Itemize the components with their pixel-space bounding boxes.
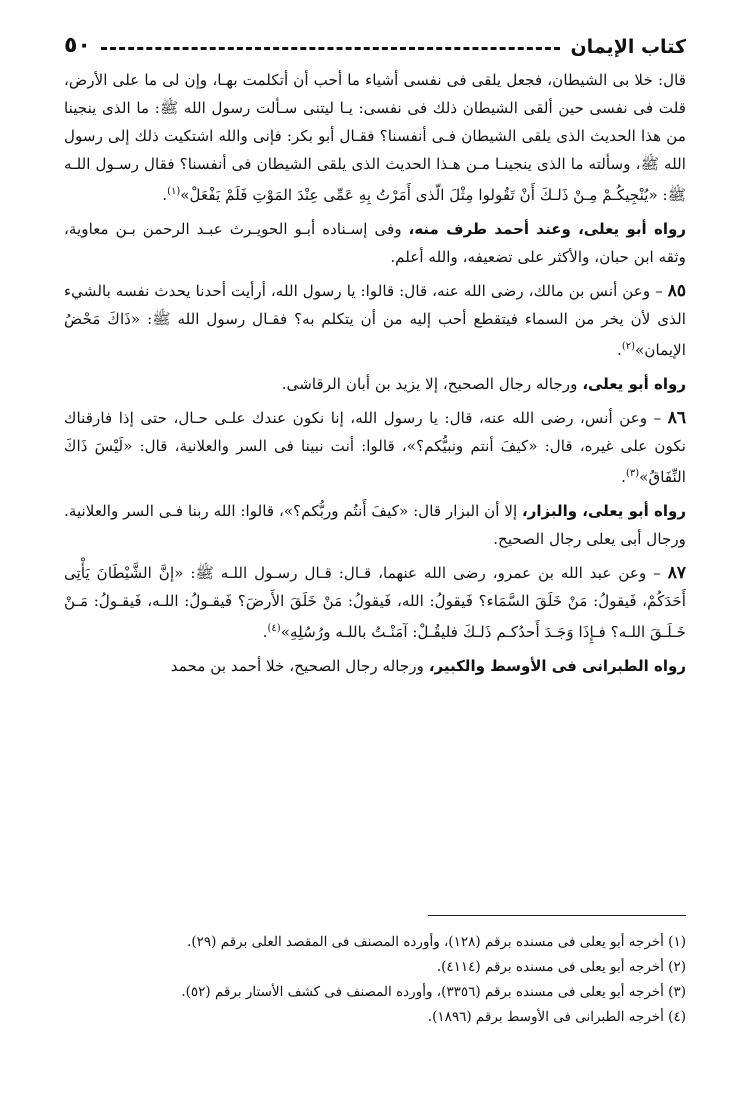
source-attribution: رواه أبو يعلى، xyxy=(582,375,686,394)
footnote-separator xyxy=(428,915,686,916)
source-attribution: رواه أبو يعلى، والبزار، xyxy=(522,502,686,521)
paragraph-text: – وعن أنس، رضى الله عنه، قال: يا رسول الله، إنا نكون عندك علـى حـال، حتى إذا فارقناك نكون على غيره، قال: «كيفَ أنتم ونبيُّكم؟»، قالوا: أنت نبينا فى السر والعلانية، قال: «لَيْسَ ذَاكَ النِّفَاقُ» xyxy=(64,409,686,487)
hadith-85: ٨٥ – وعن أنس بن مالك، رضى الله عنه، قال: قالوا: يا رسول الله، أرأيت أحدنا يحدث نفسه بالشيء الذى لأن يخر من السماء فيتقطع أحب إليه من أن يتكلم به؟ فقـال رسول الله ﷺ: «ذَاكَ مَحْضُ الإيمان»$^{(٢)}$. xyxy=(64,281,686,360)
footnote-ref: (٣) xyxy=(625,468,640,480)
source-attribution: رواه الطبرانى فى الأوسط والكبير، xyxy=(428,657,686,676)
footnote-ref: (١) xyxy=(167,186,181,197)
book-title: كتاب الإيمان xyxy=(570,36,686,58)
footnote-ref: (٢) xyxy=(621,341,636,353)
hadith-86: ٨٦ – وعن أنس، رضى الله عنه، قال: يا رسول الله، إنا نكون عندك علـى حـال، حتى إذا فارقناك نكون على غيره، قال: «كيفَ أنتم ونبيُّكم؟»، قالوا: أنت نبينا فى السر والعلانية، قال: «لَيْسَ ذَاكَ النِّفَاقُ»$^{(٣)}$. xyxy=(64,408,686,487)
paragraph-source xyxy=(64,652,686,680)
footnote-item: (٢) أخرجه أبو يعلى فى مسنده برقم (٤١١٤). xyxy=(436,959,686,975)
header-dashed-rule xyxy=(101,47,561,50)
footnote-item: (٣) أخرجه أبو يعلى فى مسنده برقم (٣٣٥٦)، وأورده المصنف فى كشف الأستار برقم (٥٢). xyxy=(181,984,686,1000)
page-number: ٥٠ xyxy=(64,33,91,58)
main-text xyxy=(64,66,686,680)
hadith-87: ٨٧ – وعن عبد الله بن عمرو، رضى الله عنهما، قـال: قـال رسـول اللـه ﷺ: «إنَّ الشَّيْطَانَ يَأْتِى أَحَدَكُمْ، فَيقولُ: مَنْ خَلَقَ السَّمَاء؟ فَيقولُ: الله، فَيقولُ: مَنْ خَلَقَ الأَرضَ؟ فَيقـولُ: اللـه، فَيقـولُ: مَـنْ خَـلَـقَ اللـه؟ فـإِذَا وَجَـدَ أَحدُكـم ذَلـكَ فليقُـلْ: آمَنْـتُ باللـه ورُسُلِهِ»$^{(٤)}$. xyxy=(64,563,686,642)
paragraph-text: – وعن عبد الله بن عمرو، رضى الله عنهما، قـال: قـال رسـول اللـه ﷺ: «إنَّ الشَّيْطَانَ يَأْتِى أَحَدَكُمْ، فَيقولُ: مَنْ خَلَقَ السَّمَاء؟ فَيقولُ: الله، فَيقولُ: مَنْ خَلَقَ الأَرضَ؟ فَيقـولُ: اللـه، فَيقـولُ: مَـنْ خَـلَـقَ اللـه؟ فـإِذَا وَجَـدَ أَحدُكـم ذَلـكَ فليقُـلْ: آمَنْـتُ باللـه ورُسُلِهِ» xyxy=(64,564,686,642)
paragraph-text: ورجاله رجال الصحيح، إلا يزيد بن أبان الرقاشى. xyxy=(281,375,583,394)
paragraph-text: ورجاله رجال الصحيح، خلا أحمد بن محمد xyxy=(170,657,429,676)
footnotes xyxy=(64,930,686,1030)
paragraph-text: قال: خلا بى الشيطان، فجعل يلقى فى نفسى أشياء ما أحب أن أتكلمت بهـا، وإن لى ما على الأرض، قلت فى نفسى حين ألقى الشيطان ذلك فى نفسى: يـا ليتنى سـألت رسول الله ﷺ: ما الذى ينجينا من هذا الحديث الذى يلقى الشيطان فـى أنفسنا؟ فقـال أبو بكر: فإنى والله اشتكيت ذلك إلى رسول الله ﷺ، وسألته ما الذى ينجينـا مـن هـذا الحديث الذى يلقى الشيطان فى أنفسنا؟ فقال رسـول اللـه ﷺ: «يُنْجِيكُـمْ مِـنْ ذَلـكَ أَنْ تَقُولوا مِثْلَ الّذى أَمَرْتُ بِهِ عَمِّى عِنْدَ المَوْتِ فَلَمْ يَفْعَلْ» xyxy=(64,71,686,205)
paragraph-continuation: قال: خلا بى الشيطان، فجعل يلقى فى نفسى أشياء ما أحب أن أتكلمت بهـا، وإن لى ما على الأرض، قلت فى نفسى حين ألقى الشيطان ذلك فى نفسى: يـا ليتنى سـألت رسول الله ﷺ: ما الذى ينجينا من هذا الحديث الذى يلقى الشيطان فـى أنفسنا؟ فقـال أبو بكر: فإنى والله اشتكيت ذلك إلى رسول الله ﷺ، وسألته ما الذى ينجينـا مـن هـذا الحديث الذى يلقى الشيطان فى أنفسنا؟ فقال رسـول اللـه ﷺ: «يُنْجِيكُـمْ مِـنْ ذَلـكَ أَنْ تَقُولوا مِثْلَ الّذى أَمَرْتُ بِهِ عَمِّى عِنْدَ المَوْتِ فَلَمْ يَفْعَلْ»$^{(١)}$. xyxy=(64,71,686,205)
hadith-number: ٨٥ xyxy=(667,281,686,302)
paragraph-text: إلا أن البزار قال: «كيفَ أَنتُم وربُّكم؟»، قالوا: الله ربنا فـى السر والعلانية. ورجال أبى يعلى رجال الصحيح. xyxy=(64,502,686,549)
hadith-number: ٨٦ xyxy=(667,408,686,429)
source-attribution: رواه أبو يعلى، وعند أحمد طرف منه، xyxy=(408,220,686,239)
paragraph-text: وفى إسـناده أبـو الحويـرث عبـد الرحمن بـن معاوية، وثقه ابن حبان، والأكثر على تضعيفه، والله أعلم. xyxy=(64,220,686,267)
footnote-ref: (٤) xyxy=(267,623,281,635)
paragraph-text: – وعن أنس بن مالك، رضى الله عنه، قال: قالوا: يا رسول الله، أرأيت أحدنا يحدث نفسه بالشيء الذى لأن يخر من السماء فيتقطع أحب إليه من أن يتكلم به؟ فقـال رسول الله ﷺ: «ذَاكَ مَحْضُ الإيمان» xyxy=(64,282,686,360)
paragraph-source xyxy=(64,497,686,553)
page-header xyxy=(64,22,686,58)
paragraph-source xyxy=(64,370,686,398)
paragraph-source xyxy=(64,215,686,271)
footnote-item: (١) أخرجه أبو يعلى فى مسنده برقم (١٢٨)، وأورده المصنف فى المقصد العلى برقم (٢٩). xyxy=(187,934,686,950)
footnote-item: (٤) أخرجه الطبرانى فى الأوسط برقم (١٨٩٦). xyxy=(427,1009,686,1025)
hadith-number: ٨٧ xyxy=(667,563,686,584)
